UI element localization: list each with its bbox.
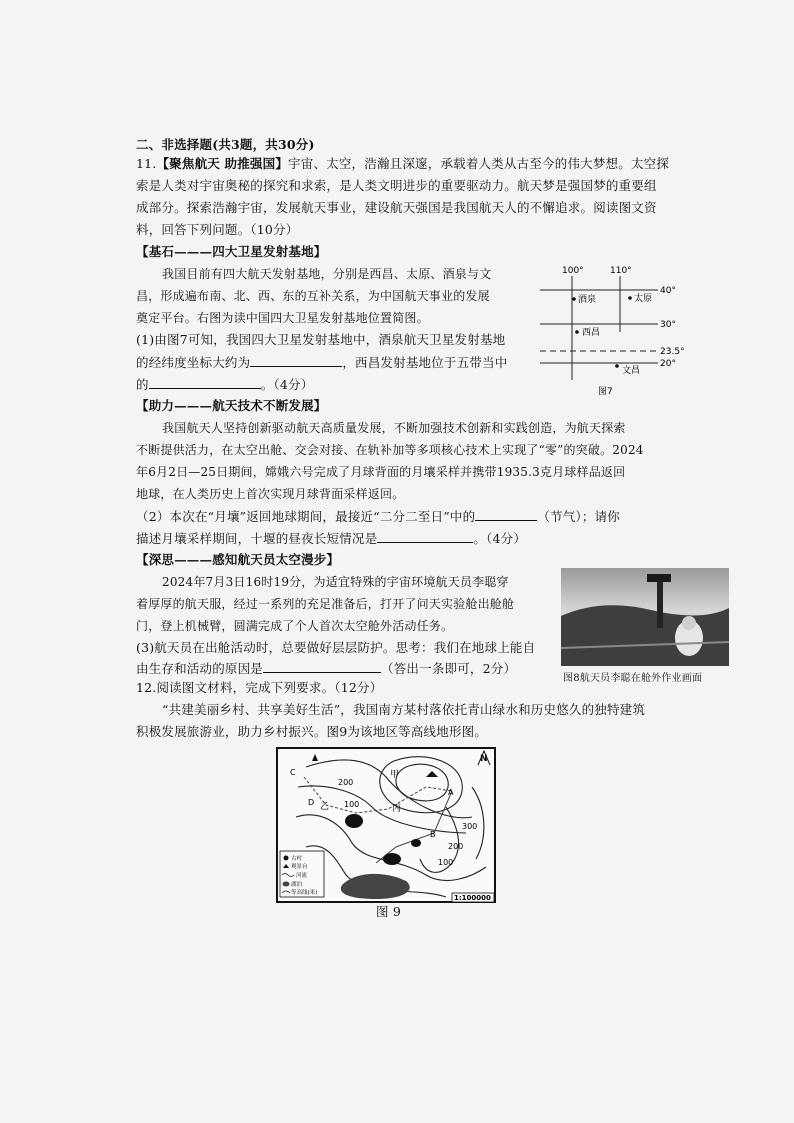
part1-question-1: (1)由图7可知，我国四大卫星发射基地中，酒泉航天卫星发射基地 bbox=[136, 332, 506, 347]
q11-line-3: 成部分。探索浩瀚宇宙，发展航天事业，建设航天强国是我国航天人的不懈追求。阅读图文资 bbox=[136, 200, 657, 215]
figure-7-map bbox=[536, 262, 686, 398]
part2-question-2 bbox=[136, 530, 526, 547]
point-yi: 乙 bbox=[320, 802, 330, 812]
lon-label-100: 100° bbox=[562, 266, 584, 276]
answer-blank-solar-term[interactable] bbox=[475, 508, 537, 521]
part2-line-4: 地球，在人类历史上首次实现月球背面采样返回。 bbox=[136, 487, 405, 501]
contour-label-200: 200 bbox=[338, 778, 354, 787]
figure-8-caption: 图8航天员李聪在舱外作业画面 bbox=[563, 673, 703, 684]
part1-line-1: 我国目前有四大航天发射基地，分别是西昌、太原、酒泉与文 bbox=[162, 267, 492, 281]
site-xichang: 西昌 bbox=[582, 328, 601, 338]
part3-q-text-b: （答出一条即可，2分） bbox=[381, 661, 517, 676]
q11-line-1 bbox=[136, 156, 669, 172]
q12-para-2: 积极发展旅游业，助力乡村振兴。图9为该地区等高线地形图。 bbox=[136, 724, 488, 739]
figure-8-photo bbox=[561, 568, 729, 666]
village-1 bbox=[345, 814, 363, 828]
point-a: A bbox=[448, 788, 454, 797]
point-c: C bbox=[290, 768, 296, 777]
part1-q3-text-b: 。（4分） bbox=[260, 377, 314, 392]
part1-q3-text-a: 的 bbox=[136, 377, 149, 392]
legend-viewpoint: 观景台 bbox=[291, 864, 308, 870]
part2-line-3: 年6月2日—25日期间，嫦娥六号完成了月球背面的月壤采样并携带1935.3克月球样品返回 bbox=[136, 465, 626, 479]
figure-9-contour-map bbox=[276, 747, 496, 903]
legend-lake: 湖泊 bbox=[291, 882, 303, 888]
lon-label-110: 110° bbox=[610, 266, 632, 276]
legend-river: 河流 bbox=[296, 873, 308, 879]
part1-heading: 【基石———四大卫星发射基地】 bbox=[136, 244, 327, 259]
part3-q-text-a: 由生存和活动的原因是 bbox=[136, 661, 264, 676]
legend-lake-icon bbox=[283, 882, 290, 887]
site-dot-taiyuan bbox=[628, 296, 632, 300]
part2-question-1 bbox=[136, 508, 620, 525]
contour-label-300: 300 bbox=[462, 822, 478, 831]
map-scale: 1:100000 bbox=[454, 894, 491, 902]
point-bing: 丙 bbox=[392, 804, 402, 814]
photo-robotic-arm bbox=[657, 578, 663, 628]
q11-line-4: 料，回答下列问题。（10分） bbox=[136, 222, 299, 237]
part3-line-1: 2024年7月3日16时19分，为适宜特殊的宇宙环境航天员李聪穿 bbox=[162, 575, 509, 589]
contour-label-100b: 100 bbox=[438, 858, 454, 867]
photo-helmet bbox=[682, 616, 696, 630]
lat-label-23-5: 23.5° bbox=[660, 347, 685, 357]
part3-question-1: (3)航天员在出舱活动时，总要做好层层防护。思考：我们在地球上能自 bbox=[136, 640, 536, 655]
figure-7-caption: 图7 bbox=[598, 387, 613, 397]
lat-label-20: 20° bbox=[660, 359, 676, 369]
part2-q2-text-b: 。（4分） bbox=[473, 531, 527, 546]
point-jia: 甲 bbox=[390, 770, 400, 780]
site-jiuquan: 酒泉 bbox=[578, 295, 597, 305]
site-wenchang: 文昌 bbox=[622, 366, 641, 376]
figure-9-caption: 图 9 bbox=[376, 904, 402, 919]
section-heading: 二、非选择题(共3题，共30分) bbox=[136, 137, 315, 152]
part1-line-3: 奠定平台。右图为读中国四大卫星发射基地位置简图。 bbox=[136, 311, 429, 325]
contour-label-200b: 200 bbox=[448, 842, 464, 851]
q11-number: 11. bbox=[136, 156, 157, 171]
lat-label-30: 30° bbox=[660, 320, 676, 330]
part1-question-3 bbox=[136, 376, 313, 393]
part3-line-3: 门，登上机械臂，圆满完成了个人首次太空舱外活动任务。 bbox=[136, 619, 454, 633]
village-2 bbox=[383, 853, 401, 865]
point-b: B bbox=[430, 830, 436, 839]
site-dot-wenchang bbox=[615, 364, 619, 368]
lat-label-40: 40° bbox=[660, 286, 676, 296]
part1-line-2: 昌，形成遍布南、北、西、东的互补关系，为中国航天事业的发展 bbox=[136, 289, 490, 303]
site-dot-jiuquan bbox=[572, 297, 576, 301]
q11-tag: 【聚焦航天 助推强国】 bbox=[156, 156, 289, 171]
village-3 bbox=[411, 839, 421, 847]
part3-question-2 bbox=[136, 660, 516, 677]
legend-contour: 等高线(米) bbox=[291, 890, 318, 896]
part2-line-2: 不断提供活力，在太空出舱、交会对接、在轨补加等多项核心技术上实现了“零”的突破。2024 bbox=[136, 443, 644, 457]
photo-arm-head bbox=[647, 574, 671, 582]
part2-q-text-b: （节气）；请你 bbox=[537, 509, 620, 524]
site-dot-xichang bbox=[575, 330, 579, 334]
legend-village-icon bbox=[284, 856, 289, 861]
legend-village: 古村 bbox=[291, 856, 303, 862]
q11-intro-1: 宇宙、太空，浩瀚且深邃，承载着人类从古至今的伟大梦想。太空探 bbox=[288, 156, 670, 171]
part2-q-text-a: （2）本次在“月壤”返回地球期间，最接近“二分二至日”中的 bbox=[136, 509, 476, 524]
part2-heading: 【助力———航天技术不断发展】 bbox=[136, 398, 327, 413]
part1-question-2 bbox=[136, 354, 507, 371]
site-taiyuan: 太原 bbox=[634, 294, 653, 304]
part3-line-2: 着厚厚的航天服，经过一系列的充足准备后，打开了问天实验舱出舱舱 bbox=[136, 597, 515, 611]
part1-q2-text-a: 的经纬度坐标大约为 bbox=[136, 355, 251, 370]
contour-label-100: 100 bbox=[344, 800, 360, 809]
part2-line-1: 我国航天人坚持创新驱动航天高质量发展，不断加强技术创新和实践创造，为航天探索 bbox=[162, 421, 626, 435]
answer-blank-reason[interactable] bbox=[263, 660, 381, 673]
part3-heading: 【深思———感知航天员太空漫步】 bbox=[136, 552, 340, 567]
answer-blank-day-length[interactable] bbox=[377, 530, 473, 543]
q12-para-1: “共建美丽乡村、共享美好生活”，我国南方某村落依托青山绿水和历史悠久的独特建筑 bbox=[162, 702, 646, 717]
q12-line: 12.阅读图文材料，完成下列要求。（12分） bbox=[136, 680, 383, 695]
part1-q2-text-b: ，西昌发射基地位于五带当中 bbox=[342, 355, 508, 370]
north-label: N bbox=[480, 754, 488, 764]
part2-q2-text-a: 描述月壤采样期间，十堰的昼夜长短情况是 bbox=[136, 531, 378, 546]
point-d: D bbox=[308, 798, 315, 807]
answer-blank-zone[interactable] bbox=[149, 376, 261, 389]
q11-line-2: 索是人类对宇宙奥秘的探究和求索，是人类文明进步的重要驱动力。航天梦是强国梦的重要组 bbox=[136, 178, 657, 193]
answer-blank-coordinates[interactable] bbox=[250, 354, 342, 367]
